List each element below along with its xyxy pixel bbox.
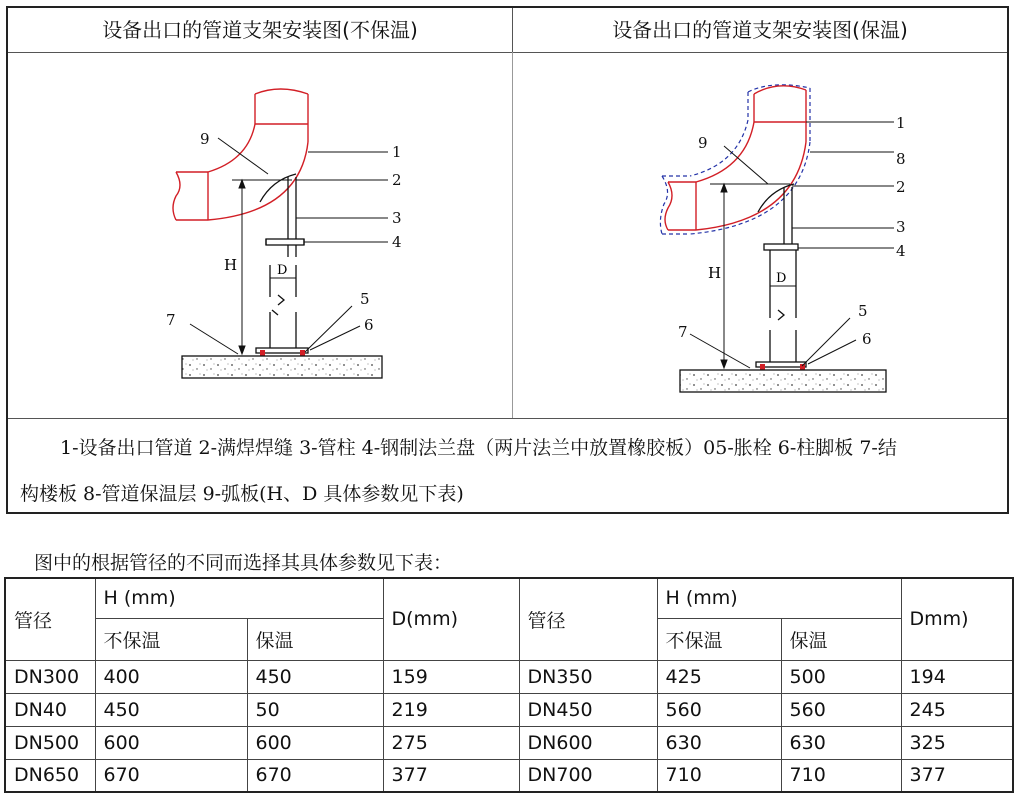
right-floor-slab — [680, 370, 886, 392]
table-cell: 50 — [247, 693, 383, 726]
table-cell: 159 — [383, 660, 519, 693]
left-leader-lines — [190, 138, 388, 354]
right-panel-title: 设备出口的管道支架安装图(保温) — [513, 8, 1007, 53]
table-cell: DN40 — [5, 693, 95, 726]
legend-line-1: 1-设备出口管道 2-满焊焊缝 3-管柱 4-钢制法兰盘（两片法兰中放置橡胶板）05-胀栓 6-柱脚板 7-结 — [60, 437, 897, 459]
table-cell: 425 — [657, 660, 781, 693]
table-cell: 710 — [781, 759, 901, 792]
table-cell: DN500 — [5, 726, 95, 759]
table-cell: 670 — [247, 759, 383, 792]
table-cell: 377 — [901, 759, 1013, 792]
right-label-3: 3 — [896, 218, 906, 236]
table-row — [5, 759, 1013, 792]
table-cell: 560 — [657, 693, 781, 726]
right-label-8: 8 — [896, 150, 906, 168]
left-h-label: H — [224, 256, 238, 274]
table-cell: 710 — [657, 759, 781, 792]
table-cell: 245 — [901, 693, 1013, 726]
table-cell: DN700 — [519, 759, 657, 792]
table-cell: 275 — [383, 726, 519, 759]
header-pipe-size-left: 管径 — [5, 578, 95, 660]
left-support-drawing — [160, 82, 440, 392]
left-label-6: 6 — [364, 316, 374, 334]
table-cell: 600 — [95, 726, 247, 759]
left-part-numbers — [166, 130, 402, 334]
table-row — [5, 693, 1013, 726]
header-insulation-left: 保温 — [247, 618, 383, 660]
table-row — [5, 660, 1013, 693]
table-cell: 450 — [95, 693, 247, 726]
right-h-label: H — [708, 264, 722, 282]
left-label-4: 4 — [392, 233, 402, 251]
left-label-3: 3 — [392, 209, 402, 227]
header-h-right: H (mm) — [657, 578, 901, 618]
left-label-7: 7 — [166, 311, 176, 329]
table-cell: DN650 — [5, 759, 95, 792]
right-label-5: 5 — [858, 302, 868, 320]
header-pipe-size-right: 管径 — [519, 578, 657, 660]
table-cell: 219 — [383, 693, 519, 726]
left-label-5: 5 — [360, 290, 370, 308]
table-cell: DN300 — [5, 660, 95, 693]
table-caption: 图中的根据管径的不同而选择其具体参数见下表： — [34, 552, 453, 574]
left-floor-slab — [182, 356, 382, 378]
right-label-4: 4 — [896, 242, 906, 260]
table-cell: DN600 — [519, 726, 657, 759]
right-label-7: 7 — [678, 323, 688, 341]
table-cell: 630 — [781, 726, 901, 759]
right-d-label: D — [776, 271, 787, 286]
header-d-left: D(mm) — [383, 578, 519, 660]
right-support-drawing — [650, 72, 930, 402]
header-no-insulation-right: 不保温 — [657, 618, 781, 660]
left-panel-title: 设备出口的管道支架安装图(不保温) — [8, 8, 513, 53]
left-label-1: 1 — [392, 143, 402, 161]
table-cell: 500 — [781, 660, 901, 693]
table-cell: 377 — [383, 759, 519, 792]
header-no-insulation-left: 不保温 — [95, 618, 247, 660]
header-h-left: H (mm) — [95, 578, 383, 618]
panel-divider — [512, 52, 513, 418]
table-row — [5, 726, 1013, 759]
table-cell: 600 — [247, 726, 383, 759]
table-cell: 450 — [247, 660, 383, 693]
table-cell: 400 — [95, 660, 247, 693]
left-label-9: 9 — [200, 130, 210, 148]
header-insulation-right: 保温 — [781, 618, 901, 660]
table-cell: 630 — [657, 726, 781, 759]
right-label-6: 6 — [862, 330, 872, 348]
table-cell: 560 — [781, 693, 901, 726]
table-cell: 194 — [901, 660, 1013, 693]
legend — [8, 418, 1007, 513]
right-label-9: 9 — [698, 134, 708, 152]
right-label-2: 2 — [896, 178, 906, 196]
header-d-right: Dmm) — [901, 578, 1013, 660]
table-cell: DN450 — [519, 693, 657, 726]
right-label-1: 1 — [896, 114, 906, 132]
parameter-table — [4, 577, 1014, 793]
left-d-label: D — [277, 263, 288, 278]
left-label-2: 2 — [392, 171, 402, 189]
legend-line-2: 构楼板 8-管道保温层 9-弧板(H、D 具体参数见下表) — [20, 483, 464, 505]
table-cell: 325 — [901, 726, 1013, 759]
table-cell: 670 — [95, 759, 247, 792]
right-pipe-elbow — [665, 86, 806, 230]
table-cell: DN350 — [519, 660, 657, 693]
